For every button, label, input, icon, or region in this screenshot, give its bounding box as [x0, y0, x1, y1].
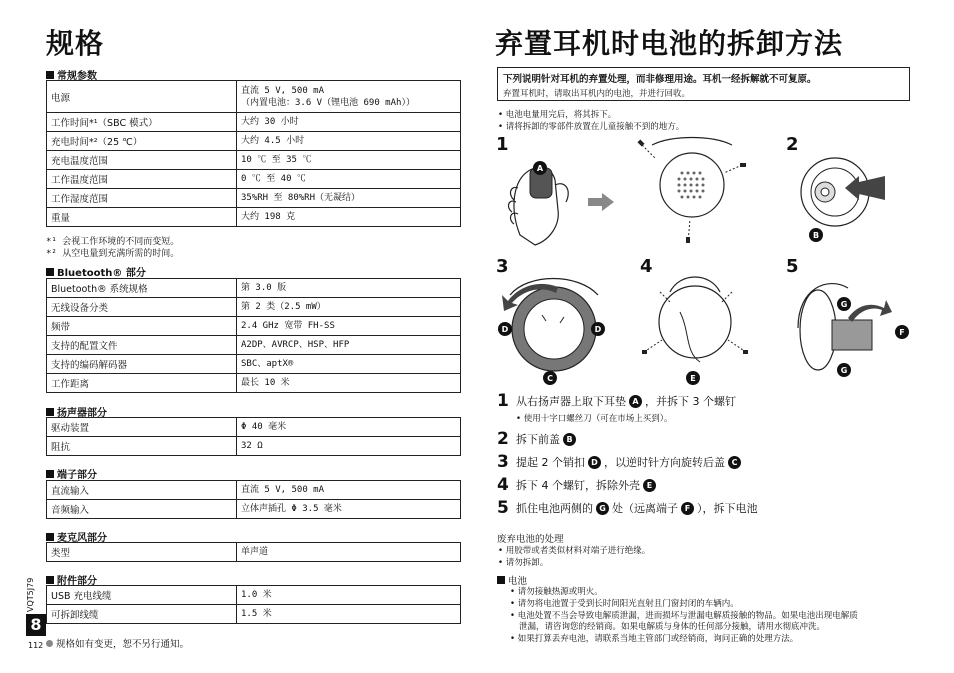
- bullet-dot-icon: [46, 640, 53, 647]
- svg-text:G: G: [840, 366, 848, 375]
- table-row: 无线设备分类 第 2 类（2.5 mW）: [47, 298, 461, 317]
- page-sub-number: 112: [28, 641, 44, 650]
- battery-bullet-3-cont: 泄漏，请咨询您的经销商。如果电解质与身体的任何部分接触，请用水彻底冲洗。: [519, 622, 826, 632]
- svg-text:G: G: [840, 300, 848, 309]
- label-c-badge: C: [728, 456, 741, 469]
- svg-text:D: D: [594, 325, 602, 334]
- table-row: 充电温度范围 10 ℃ 至 35 ℃: [47, 151, 461, 170]
- disposal-bullet-1: • 用胶带或者类似材料对端子进行绝缘。: [498, 546, 651, 556]
- table-row: USB 充电线缆 1.0 米: [47, 586, 461, 605]
- bluetooth-section-head: Bluetooth® 部分: [46, 264, 146, 279]
- bluetooth-spec-table: [46, 278, 461, 393]
- figure-number-3: 3: [496, 256, 509, 277]
- svg-text:B: B: [812, 231, 820, 240]
- intro-bullet-1: • 电池电量用完后，将其拆下。: [498, 110, 617, 120]
- table-row: 频带 2.4 GHz 宽带 FH-SS: [47, 317, 461, 336]
- battery-bullet-4: • 如果打算丢弃电池，请联系当地主管部门或经销商，询问正确的处理方法。: [510, 634, 799, 644]
- label-e-marker: [685, 370, 701, 386]
- intro-bullet-2: • 请将拆卸的零部件放置在儿童接触不到的地方。: [498, 122, 685, 132]
- square-bullet-icon: [46, 576, 54, 584]
- step-3: 3 提起 2 个销扣 D ，以逆时针方向旋转后盖 C: [497, 452, 744, 472]
- svg-text:F: F: [899, 328, 905, 337]
- table-row: 工作湿度范围 35%RH 至 80%RH（无凝结）: [47, 189, 461, 208]
- terminal-section-head: 端子部分: [46, 466, 97, 481]
- figure-number-1: 1: [496, 134, 509, 155]
- table-row: 充电时间*²（25 ℃） 大约 4.5 小时: [47, 132, 461, 151]
- table-row: 工作温度范围 0 ℃ 至 40 ℃: [47, 170, 461, 189]
- table-row: 驱动装置 Φ 40 毫米: [47, 418, 461, 437]
- figure-number-2: 2: [786, 134, 799, 155]
- table-row: 重量 大约 198 克: [47, 208, 461, 227]
- battery-head: 电池: [497, 573, 527, 587]
- label-c-marker: [542, 370, 558, 386]
- general-spec-table: [46, 80, 461, 227]
- label-e-badge: E: [643, 479, 656, 492]
- warning-box: [497, 67, 910, 101]
- square-bullet-icon: [497, 576, 505, 584]
- svg-text:A: A: [536, 164, 544, 173]
- outer-case-screws-illustration: [640, 262, 750, 377]
- label-b-badge: B: [563, 433, 576, 446]
- step-1: 1 从右扬声器上取下耳垫 A ，并拆下 3 个螺钉: [497, 391, 736, 411]
- table-row: 工作距离 最长 10 米: [47, 374, 461, 393]
- disposal-bullet-2: • 请勿拆卸。: [498, 558, 549, 568]
- step-4: 4 拆下 4 个螺钉，拆除外壳 E: [497, 475, 659, 495]
- table-row: 类型 单声道: [47, 543, 461, 562]
- table-row: 音频输入 立体声插孔 Φ 3.5 毫米: [47, 500, 461, 519]
- disposal-head: 废弃电池的处理: [497, 534, 564, 545]
- spec-title: 规格: [46, 27, 105, 60]
- label-a-badge: A: [629, 395, 642, 408]
- general-section-head: 常规参数: [46, 67, 97, 82]
- speaker-section-head: 扬声器部分: [46, 404, 107, 419]
- battery-removal-title: 弃置耳机时电池的拆卸方法: [495, 27, 844, 60]
- step-2: 2 拆下前盖 B: [497, 429, 579, 449]
- front-cover-removal-illustration: [785, 150, 895, 240]
- battery-bullet-3: • 电池处置不当会导致电解质泄漏，进而损坏与泄漏电解质接触的物品。如果电池出现电解质: [510, 611, 858, 621]
- arrow-right-icon: [588, 193, 614, 211]
- label-f-marker: [894, 324, 910, 340]
- document-code: VQT5J79: [26, 577, 35, 612]
- accessory-section-head: 附件部分: [46, 572, 97, 587]
- mic-spec-table: [46, 542, 461, 562]
- svg-text:D: D: [501, 325, 509, 334]
- label-g-marker-bottom: [836, 362, 852, 378]
- table-row: 支持的配置文件 A2DP、AVRCP、HSP、HFP: [47, 336, 461, 355]
- table-row: 阻抗 32 Ω: [47, 437, 461, 456]
- spec-change-note: 规格如有变更，恕不另行通知。: [46, 636, 189, 650]
- label-g-badge: G: [596, 502, 609, 515]
- footnote-2: *² 从空电量到充满所需的时间。: [46, 249, 180, 259]
- label-d-marker-right: [590, 321, 606, 337]
- label-d-marker-left: [497, 321, 513, 337]
- square-bullet-icon: [46, 71, 54, 79]
- hand-removing-earpad-illustration: [500, 140, 590, 250]
- step-1-note: • 使用十字口螺丝刀（可在市场上买到）。: [516, 414, 673, 424]
- svg-text:E: E: [690, 374, 696, 383]
- label-f-badge: F: [681, 502, 694, 515]
- accessory-spec-table: [46, 585, 461, 624]
- page-number: 8: [26, 614, 46, 636]
- terminal-spec-table: [46, 480, 461, 519]
- warning-line-2: 弃置耳机时，请取出耳机内的电池，并进行回收。: [503, 89, 691, 99]
- footnote-1: *¹ 会视工作环境的不同而变短。: [46, 237, 180, 247]
- table-row: 工作时间*¹（SBC 模式） 大约 30 小时: [47, 113, 461, 132]
- square-bullet-icon: [46, 470, 54, 478]
- svg-text:C: C: [547, 374, 553, 383]
- table-row: 支持的编码解码器 SBC、aptX®: [47, 355, 461, 374]
- table-row: Bluetooth® 系统规格 第 3.0 版: [47, 279, 461, 298]
- figure-number-5: 5: [786, 256, 799, 277]
- battery-bullet-1: • 请勿接触热源或明火。: [510, 587, 603, 597]
- square-bullet-icon: [46, 408, 54, 416]
- speaker-spec-table: [46, 417, 461, 456]
- warning-line-1: 下列说明针对耳机的弃置处理，而非修理用途。耳机一经拆解就不可复原。: [503, 74, 817, 85]
- step-5: 5 抓住电池两侧的 G 处（远离端子 F ），拆下电池: [497, 498, 758, 518]
- label-g-marker-top: [836, 296, 852, 312]
- label-a-marker: [532, 160, 548, 176]
- square-bullet-icon: [46, 533, 54, 541]
- label-d-badge: D: [588, 456, 601, 469]
- label-b-marker: [808, 227, 824, 243]
- square-bullet-icon: [46, 268, 54, 276]
- table-row: 可拆卸线缆 1.5 米: [47, 605, 461, 624]
- speaker-with-screws-illustration: [632, 135, 752, 245]
- figure-number-4: 4: [640, 256, 653, 277]
- battery-bullet-2: • 请勿将电池置于受到长时间阳光直射且门窗封闭的车辆内。: [510, 599, 739, 609]
- mic-section-head: 麦克风部分: [46, 529, 107, 544]
- table-row: 直流输入 直流 5 V, 500 mA: [47, 481, 461, 500]
- table-row: 电源 直流 5 V, 500 mA （内置电池：3.6 V（锂电池 690 mAh））: [47, 81, 461, 113]
